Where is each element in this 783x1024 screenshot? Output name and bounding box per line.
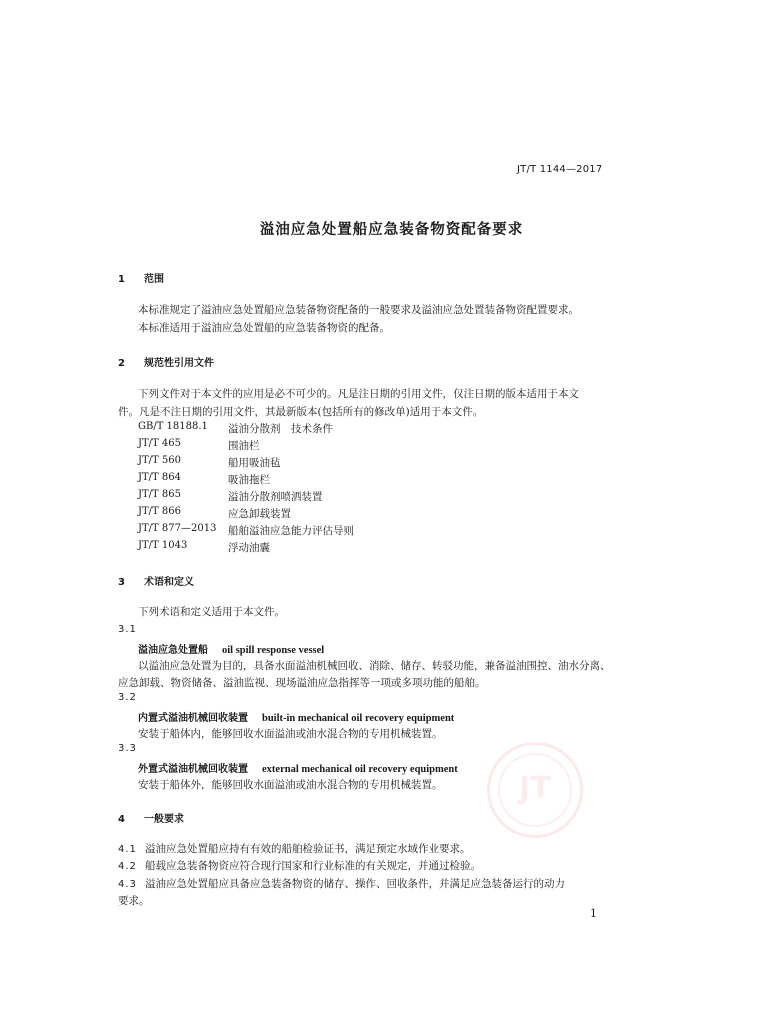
section-4-heading bbox=[118, 810, 184, 825]
section-title: 术语和定义 bbox=[144, 577, 194, 588]
reference-title: 溢油分散剂喷洒装置 bbox=[228, 491, 323, 503]
term-definition: 应急卸载、物资储备、溢油监视、现场溢油应急指挥等一项或多项功能的船舶。 bbox=[118, 677, 486, 689]
reference-title: 应急卸载装置 bbox=[228, 508, 291, 520]
reference-code: JT/T 864 bbox=[138, 472, 181, 483]
requirement-item bbox=[118, 858, 481, 873]
item-number: 4.1 bbox=[118, 844, 137, 855]
reference-code: JT/T 866 bbox=[138, 506, 181, 517]
term-number: 3.2 bbox=[118, 692, 137, 703]
requirement-item bbox=[118, 876, 565, 891]
reference-code: JT/T 877—2013 bbox=[138, 523, 217, 534]
term-zh: 内置式溢油机械回收装置 bbox=[138, 713, 248, 724]
term-number: 3.3 bbox=[118, 743, 137, 754]
reference-title: 船用吸油毡 bbox=[228, 457, 281, 469]
section-1-heading bbox=[118, 270, 164, 285]
requirement-item-continuation: 要求。 bbox=[118, 895, 150, 907]
reference-title: 吸油拖栏 bbox=[228, 474, 270, 486]
term-heading bbox=[138, 760, 458, 775]
term-en: built-in mechanical oil recovery equipment bbox=[262, 713, 455, 724]
section-number: 2 bbox=[118, 358, 125, 369]
page-number: 1 bbox=[590, 907, 597, 920]
document-title: 溢油应急处置船应急装备物资配备要求 bbox=[259, 222, 524, 238]
reference-code: GB/T 18188.1 bbox=[138, 421, 208, 432]
item-number: 4.3 bbox=[118, 879, 137, 890]
watermark-text: JT bbox=[519, 771, 551, 806]
paragraph: 本标准适用于溢油应急处置船的应急装备物资的配备。 bbox=[138, 322, 390, 334]
reference-code: JT/T 1043 bbox=[138, 540, 188, 551]
section-2-heading bbox=[118, 354, 214, 369]
section-3-heading bbox=[118, 573, 194, 588]
paragraph-line: 下列文件对于本文件的应用是必不可少的。凡是注日期的引用文件，仅注日期的版本适用于本文 bbox=[138, 388, 579, 400]
section-number: 1 bbox=[118, 274, 125, 285]
reference-title: 船舶溢油应急能力评估导则 bbox=[228, 525, 354, 537]
term-zh: 溢油应急处置船 bbox=[138, 645, 208, 656]
term-zh: 外置式溢油机械回收装置 bbox=[138, 764, 248, 775]
reference-code: JT/T 865 bbox=[138, 489, 181, 500]
term-number: 3.1 bbox=[118, 624, 137, 635]
term-definition: 安装于船体外，能够回收水面溢油或油水混合物的专用机械装置。 bbox=[138, 779, 443, 791]
section-number: 4 bbox=[118, 814, 125, 825]
item-text: 溢油应急处置船应具备应急装备物资的储存、操作、回收条件，并满足应急装备运行的动力 bbox=[145, 878, 565, 890]
paragraph-line: 件。凡是不注日期的引用文件，其最新版本(包括所有的修改单)适用于本文件。 bbox=[118, 406, 484, 418]
reference-title: 浮动油囊 bbox=[228, 542, 270, 554]
term-heading bbox=[138, 641, 324, 656]
reference-code: JT/T 560 bbox=[138, 455, 181, 466]
section-number: 3 bbox=[118, 577, 125, 588]
term-definition: 安装于船体内，能够回收水面溢油或油水混合物的专用机械装置。 bbox=[138, 728, 443, 740]
jt-watermark-seal bbox=[487, 742, 583, 838]
item-text: 溢油应急处置船应持有有效的船舶检验证书，满足预定水域作业要求。 bbox=[145, 843, 471, 855]
item-text: 船载应急装备物资应符合现行国家和行业标准的有关规定，并通过检验。 bbox=[145, 860, 481, 872]
reference-title: 溢油分散剂 技术条件 bbox=[228, 423, 333, 435]
item-number: 4.2 bbox=[118, 861, 137, 872]
term-definition: 以溢油应急处置为目的，具备水面溢油机械回收、消除、储存、转驳功能，兼备溢油围控、油水分离、 bbox=[138, 660, 611, 672]
term-en: oil spill response vessel bbox=[222, 645, 325, 656]
reference-title: 围油栏 bbox=[228, 440, 260, 452]
requirement-item bbox=[118, 841, 471, 856]
reference-code: JT/T 465 bbox=[138, 438, 181, 449]
paragraph: 下列术语和定义适用于本文件。 bbox=[138, 606, 285, 618]
section-title: 规范性引用文件 bbox=[144, 358, 214, 369]
term-en: external mechanical oil recovery equipment bbox=[262, 764, 458, 775]
paragraph: 本标准规定了溢油应急处置船应急装备物资配备的一般要求及溢油应急处置装备物资配置要求。 bbox=[138, 304, 579, 316]
section-title: 一般要求 bbox=[144, 814, 184, 825]
standard-code: JT/T 1144—2017 bbox=[517, 164, 603, 175]
section-title: 范围 bbox=[144, 274, 164, 285]
term-heading bbox=[138, 709, 454, 724]
